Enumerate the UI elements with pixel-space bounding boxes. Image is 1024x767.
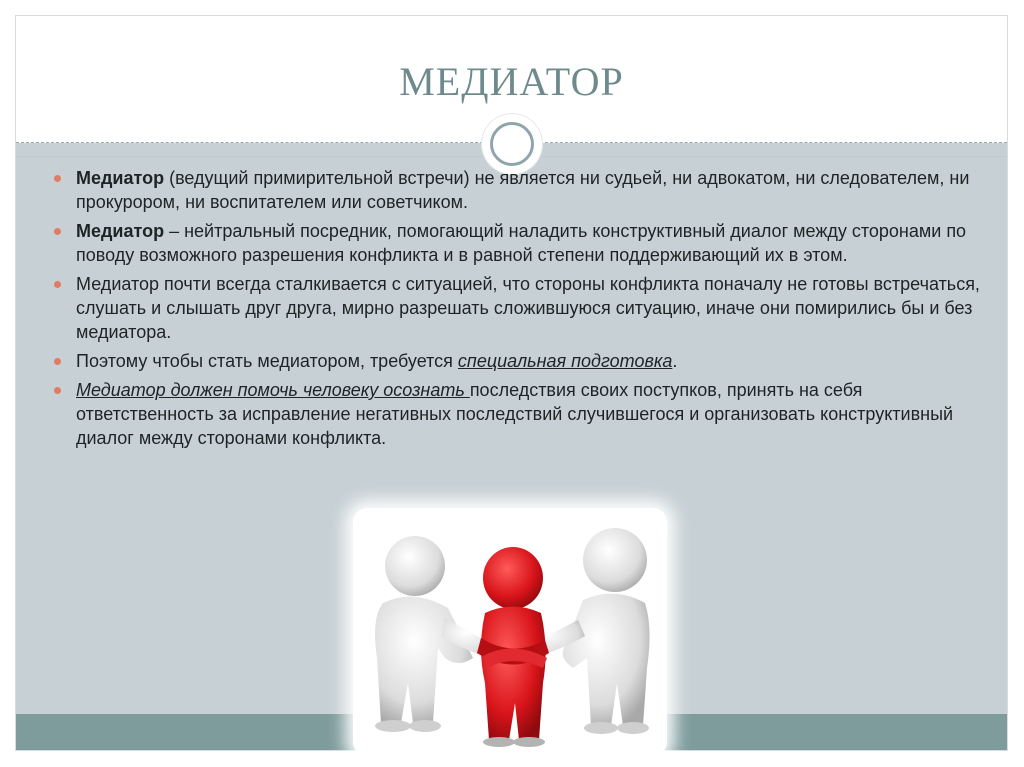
figures-svg	[353, 508, 667, 756]
bullet-item	[46, 378, 986, 450]
bullet-item	[46, 272, 986, 344]
bullet-dot-icon	[54, 281, 61, 288]
red-mediator-figure	[477, 547, 549, 747]
bullet-bold-term: Медиатор	[76, 221, 165, 241]
circle-ornament-icon	[482, 114, 542, 174]
bullet-list	[46, 166, 986, 455]
bullet-text: Поэтому чтобы стать медиатором, требуется	[76, 351, 458, 371]
bullet-bold-term: Медиатор	[76, 168, 165, 188]
bullet-dot-icon	[54, 358, 61, 365]
mediator-figures-illustration	[353, 508, 667, 756]
bullet-underlined-text: Медиатор должен помочь человеку осознать	[76, 380, 470, 400]
bullet-item	[46, 166, 986, 214]
bullet-underlined-text: специальная подготовка	[457, 351, 673, 371]
bullet-dot-icon	[54, 228, 61, 235]
bullet-text: – нейтральный посредник, помогающий наладить конструктивный диалог между сторонами по поводу возможного разрешения конфликта и в равной степени поддерживающий их в этом.	[76, 221, 967, 265]
bullet-dot-icon	[54, 175, 61, 182]
bullet-text-end: .	[672, 351, 678, 371]
slide-title: МЕДИАТОР	[399, 59, 624, 104]
bullet-item	[46, 349, 986, 373]
bullet-text: Медиатор почти всегда сталкивается с ситуацией, что стороны конфликта поначалу не готовы встречаться, слушать и слышать друг друга, мирно разрешать сложившуюся ситуацию, иначе они помирились бы и без медиатора.	[76, 274, 980, 342]
bullet-item	[46, 219, 986, 267]
bullet-dot-icon	[54, 387, 61, 394]
bullet-text: (ведущий примирительной встречи) не является ни судьей, ни адвокатом, ни следователем, ни прокурором, ни воспитателем или советчиком.	[76, 168, 970, 212]
bullet-text: последствия своих поступков, принять на себя ответственность за исправление негативных последствий случившегося и организовать конструктивный диалог между сторонами конфликта.	[76, 380, 954, 448]
